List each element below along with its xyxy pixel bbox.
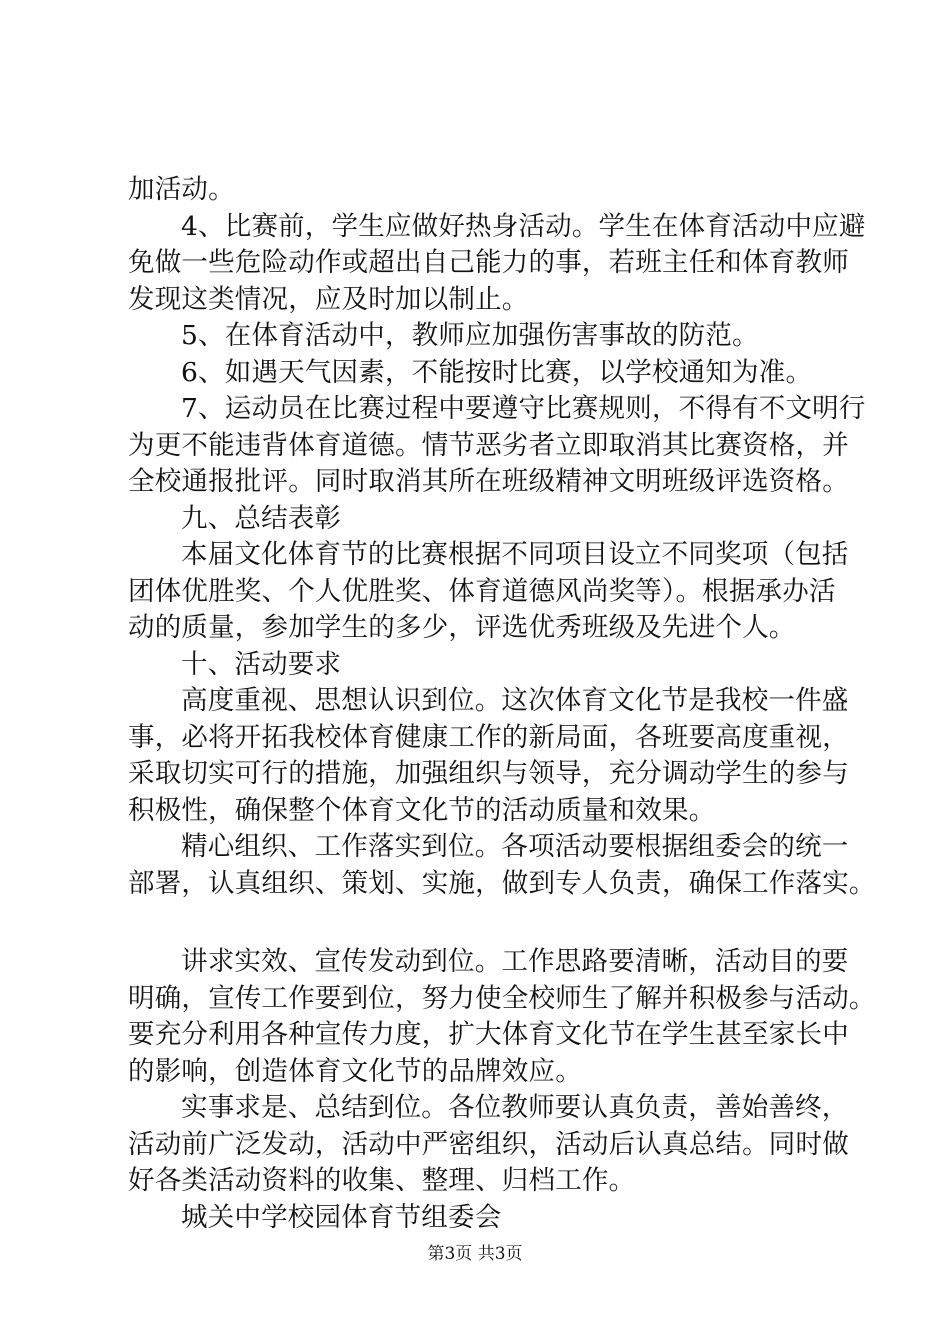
text-line: 为更不能违背体育道德。情节恶劣者立即取消其比赛资格，并 [128, 429, 849, 461]
section-heading: 九、总结表彰 [181, 502, 342, 534]
text-line: 实事求是、总结到位。各位教师要认真负责，善始善终， [181, 1092, 849, 1123]
text-line: 要充分利用各种宣传力度，扩大体育文化节在学生甚至家长中 [128, 1019, 849, 1050]
text-line: 高度重视、思想认识到位。这次体育文化节是我校一件盛 [181, 685, 849, 716]
text-line: 的影响，创造体育文化节的品牌效应。 [128, 1055, 582, 1087]
paragraph-gap [128, 902, 848, 944]
text-line: 好各类活动资料的收集、整理、归档工作。 [128, 1165, 636, 1196]
section-heading: 十、活动要求 [181, 648, 342, 680]
text-line: 事，必将开拓我校体育健康工作的新局面，各班要高度重视， [128, 721, 849, 753]
text-line: 本届文化体育节的比赛根据不同项目设立不同奖项（包括 [181, 539, 849, 570]
text-line: 6、如遇天气因素，不能按时比赛，以学校通知为准。 [181, 356, 813, 388]
document-body [128, 172, 876, 1236]
signature-line: 城关中学校园体育节组委会 [181, 1201, 502, 1233]
page-number-footer: 第3页 共3页 [427, 1244, 523, 1264]
text-line: 5、在体育活动中，教师应加强伤害事故的防范。 [181, 320, 759, 351]
text-line: 发现这类情况，应及时加以制止。 [128, 283, 529, 315]
text-line: 团体优胜奖、个人优胜奖、体育道德风尚奖等）。根据承办活 [128, 575, 836, 607]
text-line: 全校通报批评。同时取消其所在班级精神文明班级评选资格。 [128, 466, 849, 497]
text-line: 免做一些危险动作或超出自己能力的事，若班主任和体育教师 [128, 247, 849, 278]
text-line: 积极性，确保整个体育文化节的活动质量和效果。 [128, 794, 716, 826]
text-line: 动的质量，参加学生的多少，评选优秀班级及先进个人。 [128, 612, 796, 643]
text-line: 精心组织、工作落实到位。各项活动要根据组委会的统一 [181, 831, 849, 862]
text-line: 4、比赛前，学生应做好热身活动。学生在体育活动中应避 [181, 210, 866, 242]
text-line: 7、运动员在比赛过程中要遵守比赛规则，不得有不文明行 [181, 393, 866, 424]
text-line: 采取切实可行的措施，加强组织与领导，充分调动学生的参与 [128, 758, 849, 789]
text-line: 活动前广泛发动，活动中严密组织，活动后认真总结。同时做 [128, 1128, 849, 1160]
text-line: 讲求实效、宣传发动到位。工作思路要清晰，活动目的要 [181, 946, 849, 977]
text-line: 部署，认真组织、策划、实施，做到专人负责，确保工作落实。 [128, 867, 876, 899]
text-line: 明确，宣传工作要到位，努力使全校师生了解并积极参与活动。 [128, 982, 876, 1014]
text-line: 加活动。 [128, 174, 235, 205]
